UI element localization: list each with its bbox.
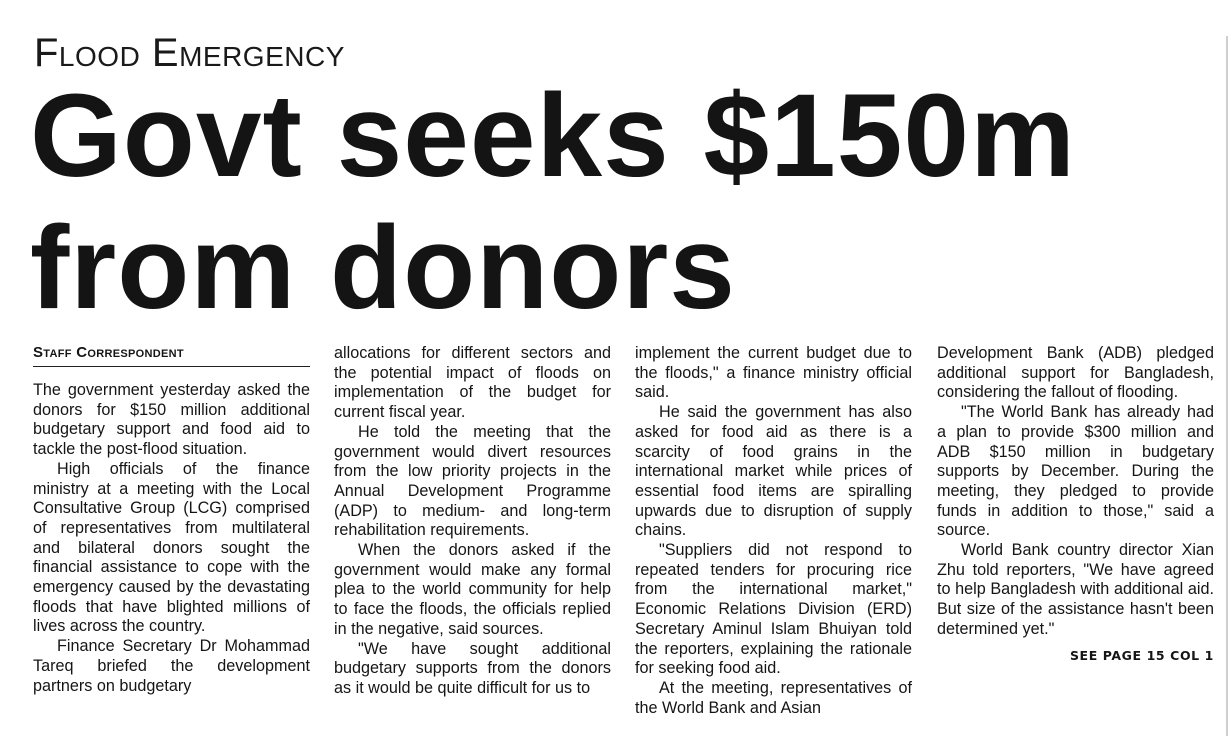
continuation-jump-line: SEE PAGE 15 COL 1: [1069, 647, 1214, 663]
headline-line-2: from donors: [30, 202, 736, 334]
column-3: [635, 344, 912, 718]
byline: Staff Correspondent: [33, 344, 310, 367]
paragraph: He told the meeting that the government would divert resources from the low priority projects in the Annual Development Programme (ADP) to medium- and long-term rehabilitation requirements.: [334, 422, 611, 540]
section-kicker: Flood Emergency: [34, 31, 345, 75]
article-body: [33, 344, 1215, 724]
paragraph: allocations for different sectors and the potential impact of floods on implementation of the budget for current fiscal year.: [334, 344, 611, 422]
page-edge-divider: [1226, 36, 1228, 736]
paragraph: Development Bank (ADB) pledged additional support for Bangladesh, considering the fallout of flooding.: [937, 344, 1214, 402]
paragraph: At the meeting, representatives of the World Bank and Asian: [635, 678, 912, 717]
paragraph: "We have sought additional budgetary supports from the donors as it would be quite difficult for us to: [334, 639, 611, 697]
column-4: [937, 344, 1214, 665]
paragraph: When the donors asked if the government would make any formal plea to the world community for help to face the floods, the officials replied in the negative, said sources.: [334, 541, 611, 638]
paragraph: "Suppliers did not respond to repeated tenders for procuring rice from the international market," Economic Relations Division (ERD) Secretary Aminul Islam Bhuiyan told the reporters, explaining the rationale for seeking food aid.: [635, 541, 912, 678]
paragraph: High officials of the finance ministry at a meeting with the Local Consultative Group (LCG) comprised of representatives from multilateral and bilateral donors sought the financial assistance to cope with the emergency caused by the devastating floods that have blighted millions of lives across the country.: [33, 459, 310, 636]
headline-line-1: Govt seeks $150m: [30, 70, 1076, 202]
column-1: [33, 344, 310, 696]
paragraph: Finance Secretary Dr Mohammad Tareq briefed the development partners on budgetary: [33, 637, 310, 695]
paragraph: He said the government has also asked for food aid as there is a scarcity of food grains in the international market while prices of essential food items are spiralling upwards due to disruption of supply chains.: [635, 403, 912, 540]
paragraph: World Bank country director Xian Zhu told reporters, "We have agreed to help Bangladesh with additional aid. But size of the assistance hasn't been determined yet.": [937, 541, 1214, 638]
paragraph: The government yesterday asked the donors for $150 million additional budgetary support and food aid to tackle the post-flood situation.: [33, 381, 310, 459]
paragraph: implement the current budget due to the floods," a finance ministry official said.: [635, 344, 912, 402]
headline: [30, 70, 1220, 334]
paragraph: "The World Bank has already had a plan to provide $300 million and ADB $150 million in budgetary supports by December. During the meeting, they pledged to provide funds in addition to those," said a source.: [937, 403, 1214, 540]
column-2: [334, 344, 611, 699]
